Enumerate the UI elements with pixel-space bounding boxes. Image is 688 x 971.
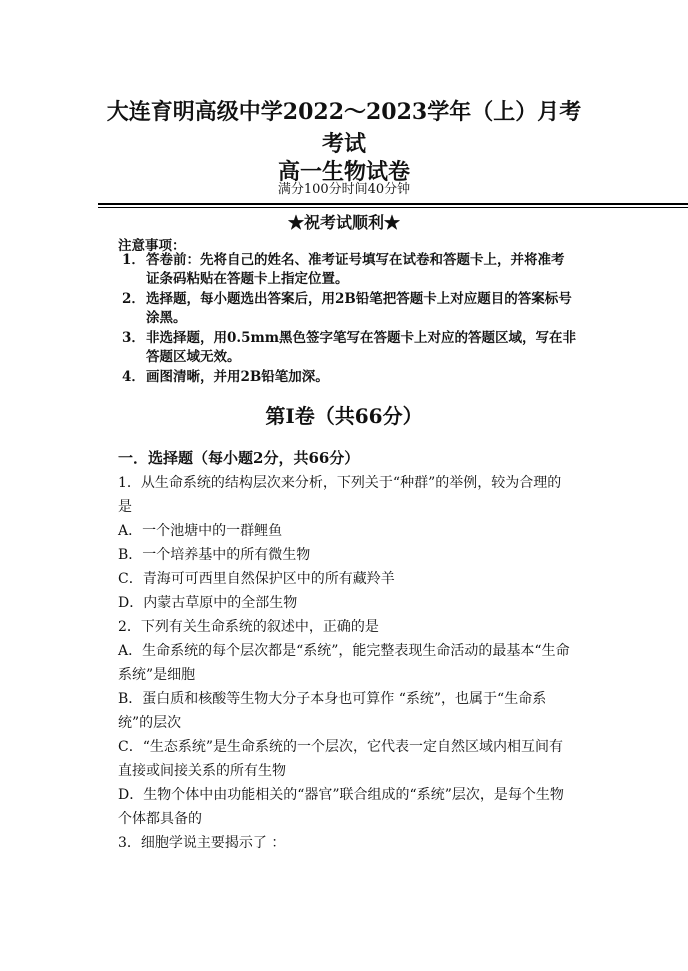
part-title: 一．选择题（每小题2分，共66分）	[118, 449, 360, 467]
header-rule-thin	[98, 207, 688, 208]
note-item	[122, 368, 577, 387]
blessing-line: ★祝考试顺利★	[287, 213, 400, 232]
question-2-option-d: D．生物个体中由功能相关的“器官”联合组成的“系统”层次，是每个生物个体都具备的	[118, 787, 564, 827]
note-number: 2．	[122, 291, 145, 307]
question-2-option-a: A．生命系统的每个层次都是“系统”，能完整表现生命活动的最基本“生命系统”是细胞	[118, 643, 570, 683]
note-number: 1．	[122, 252, 145, 268]
exam-title-line1: 大连育明高级中学2022～2023学年（上）月考	[106, 99, 582, 125]
question-2-stem: 2．下列有关生命系统的叙述中，正确的是	[118, 619, 379, 635]
note-text: 画图清晰，并用2B铅笔加深。	[146, 369, 329, 385]
question-2-option-b: B．蛋白质和核酸等生物大分子本身也可算作 “系统”，也属于“生命系统”的层次	[118, 691, 547, 731]
note-number: 3．	[122, 330, 145, 346]
exam-title-line2: 考试	[321, 131, 366, 157]
section-title: 第Ⅰ卷（共66分）	[265, 404, 423, 428]
note-text: 选择题，每小题选出答案后，用2B铅笔把答题卡上对应题目的答案标号涂黑。	[146, 291, 572, 326]
question-1-option-b: B．一个培养基中的所有微生物	[118, 547, 311, 563]
question-3-stem: 3．细胞学说主要揭示了 ：	[118, 835, 286, 851]
question-1-option-a: A．一个池塘中的一群鲤鱼	[118, 523, 283, 539]
note-number: 4．	[122, 369, 145, 385]
note-text: 非选择题，用0.5mm黑色签字笔写在答题卡上对应的答题区域，写在非答题区域无效。	[146, 330, 577, 365]
question-1-stem: 1．从生命系统的结构层次来分析，下列关于“种群”的举例，较为合理的是	[118, 475, 562, 515]
note-item	[122, 290, 577, 328]
question-1-option-d: D．内蒙古草原中的全部生物	[118, 595, 298, 611]
header-rule-thick	[98, 203, 688, 205]
exam-title-line3: 高一生物试卷	[277, 159, 410, 185]
question-2-option-c: C．“生态系统”是生命系统的一个层次，它代表一定自然区域内相互间有直接或间接关系的所有生物	[118, 739, 564, 779]
note-item	[122, 329, 577, 367]
notes-heading: 注意事项：	[118, 238, 186, 254]
question-1-option-c: C．青海可可西里自然保护区中的所有藏羚羊	[118, 571, 395, 587]
note-item	[122, 251, 577, 289]
question-list	[118, 471, 573, 855]
notes-list	[122, 251, 577, 388]
exam-subtitle: 满分100分时间40分钟	[277, 182, 411, 197]
note-text: 答卷前：先将自己的姓名、准考证号填写在试卷和答题卡上，并将准考证条码粘贴在答题卡上指定位置。	[146, 252, 565, 287]
